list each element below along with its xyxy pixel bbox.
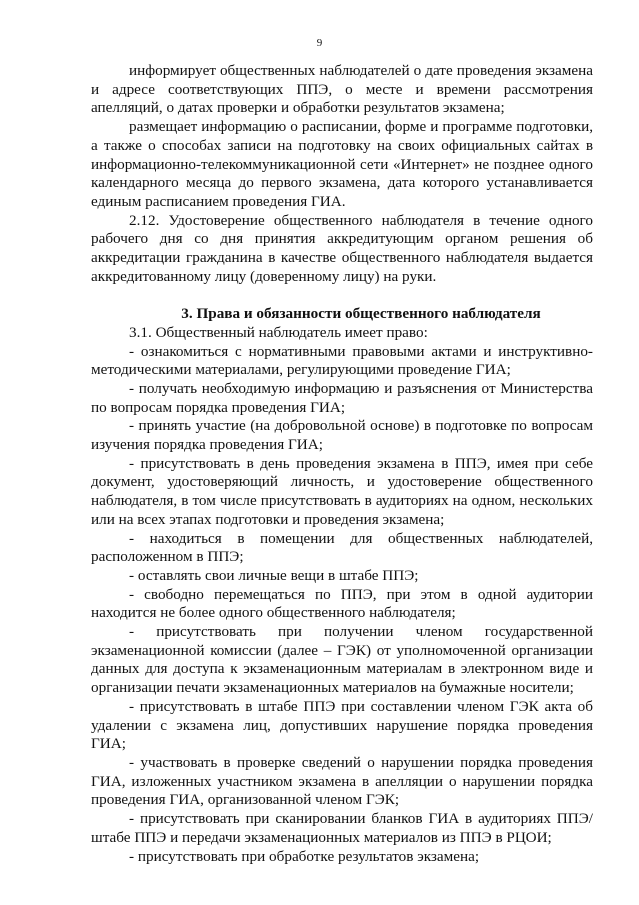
list-item: - присутствовать в штабе ППЭ при составлении членом ГЭК акта об удалении с экзамена лиц, допустивших нарушение порядка проведения ГИА;	[91, 697, 593, 753]
body-paragraph: 3.1. Общественный наблюдатель имеет право:	[129, 323, 428, 341]
body-paragraph: 2.12. Удостоверение общественного наблюдателя в течение одного рабочего дня со дня принятия аккредитующим органом решения об аккредитации гражданина в качестве общественного наблюдателя выдается аккредитованному лицу (доверенному лицу) на руки.	[91, 211, 593, 285]
list-item: - оставлять свои личные вещи в штабе ППЭ;	[129, 566, 419, 584]
list-item: - находиться в помещении для общественных наблюдателей, расположенном в ППЭ;	[91, 529, 593, 566]
list-item: - присутствовать в день проведения экзамена в ППЭ, имея при себе документ, удостоверяющий личность, и удостоверение общественного наблюдателя, в том числе присутствовать в аудиториях на одном, нескольких или на всех этапах подготовки и проведения экзамена;	[91, 454, 593, 528]
list-item: - присутствовать при получении членом государственной экзаменационной комиссии (далее – ГЭК) от уполномоченной организации данных для доступа к экзаменационным материалам в электронном виде и организации печати экзаменационных материалов на бумажные носители;	[91, 623, 593, 697]
list-item: - участвовать в проверке сведений о нарушении порядка проведения ГИА, изложенных участником экзамена в апелляции о нарушении порядка проведения ГИА, организованной членом ГЭК;	[91, 754, 593, 809]
body-paragraph: размещает информацию о расписании, форме и программе подготовки, а также о способах записи на подготовку на своих официальных сайтах в информационно-телекоммуникационной сети «Интернет» не позднее одного календарного месяца до первого экзамена, дата которого устанавливается единым расписанием проведения ГИА.	[91, 118, 593, 210]
section-heading: 3. Права и обязанности общественного наблюдателя	[181, 305, 541, 323]
body-paragraph: информирует общественных наблюдателей о дате проведения экзамена и адресе соответствующих ППЭ, о месте и времени рассмотрения апелляций, о датах проверки и обработки результатов экзамена;	[91, 62, 593, 117]
paragraph-gap	[91, 286, 593, 305]
list-item: - получать необходимую информацию и разъяснения от Министерства по вопросам порядка проведения ГИА;	[91, 379, 593, 416]
list-item: - свободно перемещаться по ППЭ, при этом в одной аудитории находится не более одного общественного наблюдателя;	[91, 585, 593, 622]
list-item: - принять участие (на добровольной основе) в подготовке по вопросам изучения порядка проведения ГИА;	[91, 417, 593, 454]
page-number: 9	[316, 37, 323, 49]
list-item: - ознакомиться с нормативными правовыми актами и инструктивно-методическими материалами, регулирующими проведение ГИА;	[91, 342, 593, 379]
document-body	[91, 62, 593, 866]
list-item: - присутствовать при сканировании бланков ГИА в аудиториях ППЭ/штабе ППЭ и передачи экзаменационных материалов из ППЭ в РЦОИ;	[91, 810, 593, 846]
list-item: - присутствовать при обработке результатов экзамена;	[129, 847, 480, 865]
